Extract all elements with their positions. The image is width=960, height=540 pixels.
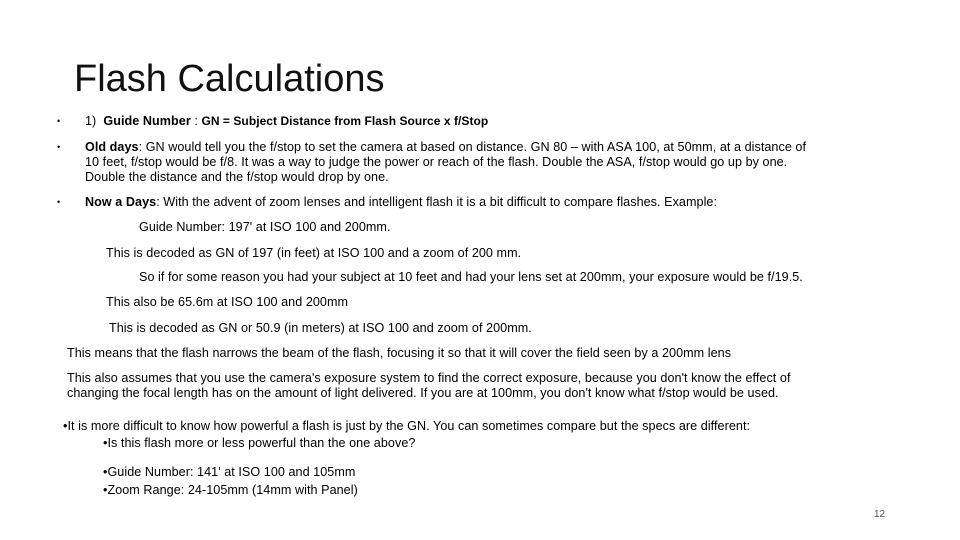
bullet-marker: • <box>57 116 61 126</box>
note-assumes-line-2: changing the focal length has on the amount of light delivered. If you are at 100mm, you don't know what f/stop would be used. <box>67 386 779 400</box>
now-days-line <box>85 195 717 209</box>
bullet-marker: • <box>57 142 61 152</box>
slide-title: Flash Calculations <box>74 58 385 100</box>
example-meters: This also be 65.6m at ISO 100 and 200mm <box>106 295 349 309</box>
old-days-line-3: Double the distance and the f/stop would drop by one. <box>85 170 389 184</box>
note-question: •Is this flash more or less powerful than the one above? <box>103 436 416 450</box>
page-number: 12 <box>874 509 886 520</box>
old-days-line-1 <box>85 140 806 154</box>
now-days-label: Now a Days <box>85 195 157 209</box>
guide-number-formula: GN = Subject Distance from Flash Source x f/Stop <box>201 114 489 128</box>
guide-number-bullet <box>85 114 488 128</box>
spec-zoom-range: •Zoom Range: 24-105mm (14mm with Panel) <box>103 483 358 497</box>
bullet-marker: • <box>57 197 61 207</box>
note-assumes-line-1: This also assumes that you use the camera's exposure system to find the correct exposure, because you don't know the effect of <box>67 371 791 385</box>
example-exposure: So if for some reason you had your subject at 10 feet and had your lens set at 200mm, your exposure would be f/19.5. <box>139 270 803 284</box>
old-days-line-2: 10 feet, f/stop would be f/8. It was a way to judge the power or reach of the flash. Double the ASA, f/stop would go up by one. <box>85 155 788 169</box>
spec-guide-number: •Guide Number: 141' at ISO 100 and 105mm <box>103 465 356 479</box>
guide-number-label: Guide Number <box>103 114 191 128</box>
note-narrows-beam: This means that the flash narrows the beam of the flash, focusing it so that it will cover the field seen by a 200mm lens <box>67 346 732 360</box>
note-difficult: •It is more difficult to know how powerful a flash is just by the GN. You can sometimes compare but the specs are different: <box>63 419 751 433</box>
guide-number-separator: : <box>190 114 202 128</box>
example-decoded-meters: This is decoded as GN or 50.9 (in meters) at ISO 100 and zoom of 200mm. <box>109 321 532 335</box>
old-days-label: Old days <box>85 140 139 154</box>
example-decoded-feet: This is decoded as GN of 197 (in feet) at ISO 100 and a zoom of 200 mm. <box>106 246 522 260</box>
now-days-text: : With the advent of zoom lenses and intelligent flash it is a bit difficult to compare flashes. Example: <box>156 195 718 209</box>
old-days-text: : GN would tell you the f/stop to set the camera at based on distance. GN 80 – with ASA 100, at 50mm, at a distance of <box>138 140 807 154</box>
guide-number-prefix: 1) <box>85 114 97 128</box>
example-guide-number: Guide Number: 197' at ISO 100 and 200mm. <box>139 220 391 234</box>
